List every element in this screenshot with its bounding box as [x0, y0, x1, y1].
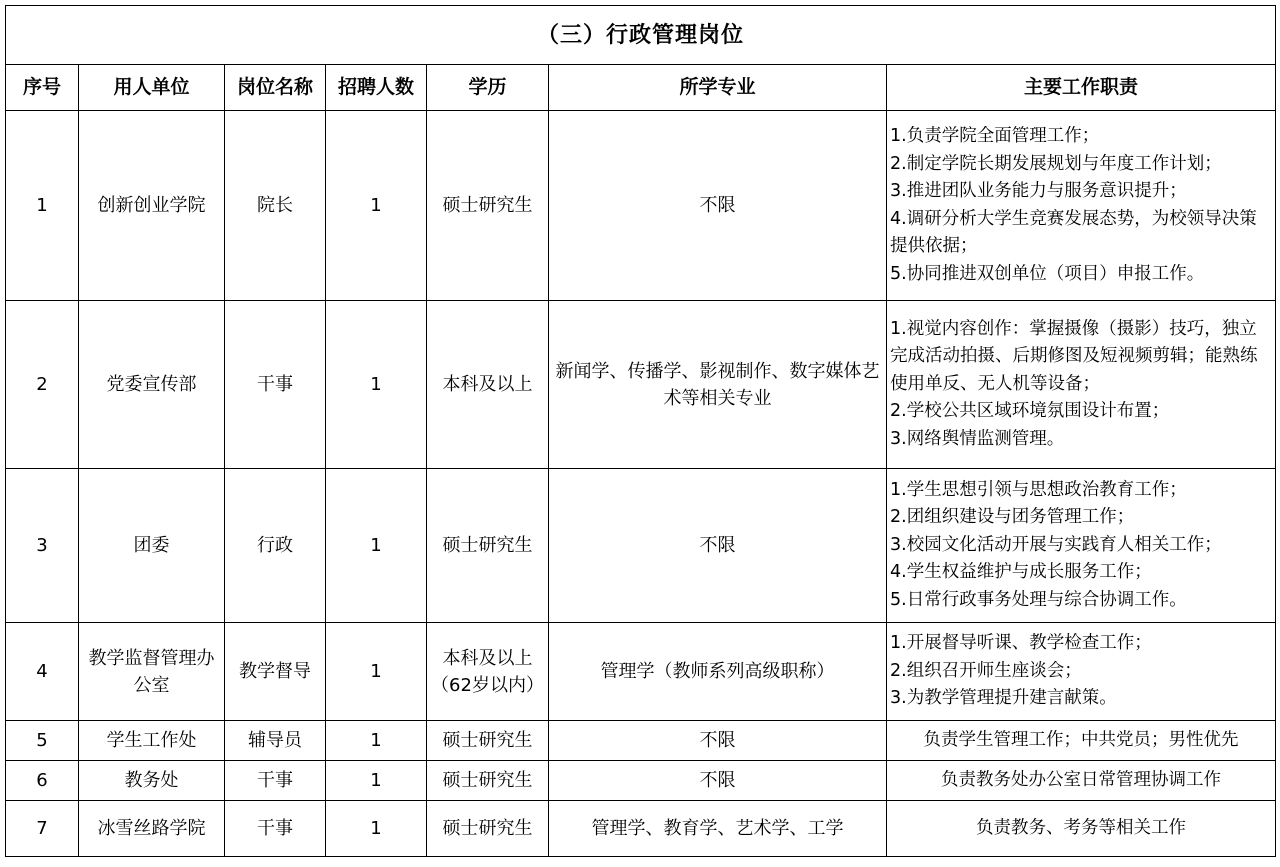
cell-position: 干事 — [225, 761, 326, 801]
duty-line: 1.开展督导听课、教学检查工作； — [890, 633, 1152, 654]
header-count: 招聘人数 — [326, 65, 427, 111]
header-duties: 主要工作职责 — [887, 65, 1276, 111]
cell-no: 7 — [6, 801, 79, 857]
header-no: 序号 — [6, 65, 79, 111]
table-row — [6, 761, 1276, 801]
cell-duties — [887, 111, 1276, 301]
cell-unit: 党委宣传部 — [79, 301, 225, 469]
cell-unit: 团委 — [79, 469, 225, 623]
cell-education: 硕士研究生 — [427, 111, 549, 301]
cell-position: 辅导员 — [225, 721, 326, 761]
cell-count: 1 — [326, 469, 427, 623]
duty-line: 5.日常行政事务处理与综合协调工作。 — [890, 589, 1187, 610]
cell-education: 硕士研究生 — [427, 721, 549, 761]
cell-unit: 创新创业学院 — [79, 111, 225, 301]
cell-no: 6 — [6, 761, 79, 801]
cell-unit: 教学监督管理办公室 — [79, 623, 225, 721]
cell-position: 院长 — [225, 111, 326, 301]
cell-no: 4 — [6, 623, 79, 721]
cell-education: 本科及以上（62岁以内） — [427, 623, 549, 721]
header-major: 所学专业 — [549, 65, 887, 111]
cell-major: 不限 — [549, 111, 887, 301]
table-row — [6, 111, 1276, 301]
cell-unit: 冰雪丝路学院 — [79, 801, 225, 857]
duty-line: 负责教务处办公室日常管理协调工作 — [941, 769, 1221, 790]
duty-line: 4.学生权益维护与成长服务工作； — [890, 562, 1152, 583]
cell-unit: 学生工作处 — [79, 721, 225, 761]
cell-education: 本科及以上 — [427, 301, 549, 469]
cell-count: 1 — [326, 801, 427, 857]
cell-position: 教学督导 — [225, 623, 326, 721]
duty-line: 3.为教学管理提升建言献策。 — [890, 688, 1117, 709]
cell-education: 硕士研究生 — [427, 801, 549, 857]
header-position: 岗位名称 — [225, 65, 326, 111]
cell-education: 硕士研究生 — [427, 761, 549, 801]
cell-count: 1 — [326, 761, 427, 801]
table-row — [6, 623, 1276, 721]
duty-line: 5.协同推进双创单位（项目）申报工作。 — [890, 263, 1205, 284]
cell-major: 新闻学、传播学、影视制作、数字媒体艺术等相关专业 — [549, 301, 887, 469]
cell-duties — [887, 301, 1276, 469]
table-row — [6, 801, 1276, 857]
duty-line: 3.网络舆情监测管理。 — [890, 428, 1065, 449]
duty-line: 2.学校公共区域环境氛围设计布置； — [890, 401, 1170, 422]
duty-line: 3.推进团队业务能力与服务意识提升； — [890, 181, 1187, 201]
duty-line: 2.制定学院长期发展规划与年度工作计划； — [890, 153, 1222, 174]
duty-line: 4.调研分析大学生竞赛发展态势，为校领导决策提供依据； — [890, 208, 1257, 256]
cell-position: 干事 — [225, 301, 326, 469]
cell-major: 不限 — [549, 721, 887, 761]
cell-count: 1 — [326, 301, 427, 469]
cell-major: 管理学、教育学、艺术学、工学 — [549, 801, 887, 857]
cell-major: 不限 — [549, 761, 887, 801]
cell-no: 1 — [6, 111, 79, 301]
cell-no: 5 — [6, 721, 79, 761]
table-row — [6, 721, 1276, 761]
cell-position: 行政 — [225, 469, 326, 623]
header-education: 学历 — [427, 65, 549, 111]
duty-line: 2.团组织建设与团务管理工作； — [890, 507, 1135, 528]
duty-line: 1.视觉内容创作：掌握摄像（摄影）技巧，独立完成活动拍摄、后期修图及短视频剪辑；能熟练使用单反、无人机等设备； — [890, 318, 1258, 394]
cell-major: 不限 — [549, 469, 887, 623]
cell-education: 硕士研究生 — [427, 469, 549, 623]
cell-duties — [887, 801, 1276, 857]
title-row — [6, 6, 1276, 65]
duty-line: 3.校园文化活动开展与实践育人相关工作； — [890, 534, 1222, 555]
cell-no: 2 — [6, 301, 79, 469]
duty-line: 负责学生管理工作；中共党员；男性优先 — [923, 729, 1239, 750]
cell-count: 1 — [326, 623, 427, 721]
cell-duties — [887, 623, 1276, 721]
cell-unit: 教务处 — [79, 761, 225, 801]
cell-no: 3 — [6, 469, 79, 623]
table-title: （三）行政管理岗位 — [6, 6, 1276, 65]
cell-duties — [887, 469, 1276, 623]
duty-line: 1.学生思想引领与思想政治教育工作； — [890, 479, 1187, 500]
table-row — [6, 301, 1276, 469]
header-unit: 用人单位 — [79, 65, 225, 111]
header-row — [6, 65, 1276, 111]
cell-count: 1 — [326, 111, 427, 301]
cell-duties — [887, 721, 1276, 761]
duty-line: 2.组织召开师生座谈会； — [890, 660, 1082, 681]
table-row — [6, 469, 1276, 623]
cell-count: 1 — [326, 721, 427, 761]
cell-duties — [887, 761, 1276, 801]
duty-line: 1.负责学院全面管理工作； — [890, 126, 1100, 146]
cell-position: 干事 — [225, 801, 326, 857]
duty-line: 负责教务、考务等相关工作 — [976, 817, 1186, 838]
recruitment-table — [5, 5, 1276, 857]
cell-major: 管理学（教师系列高级职称） — [549, 623, 887, 721]
